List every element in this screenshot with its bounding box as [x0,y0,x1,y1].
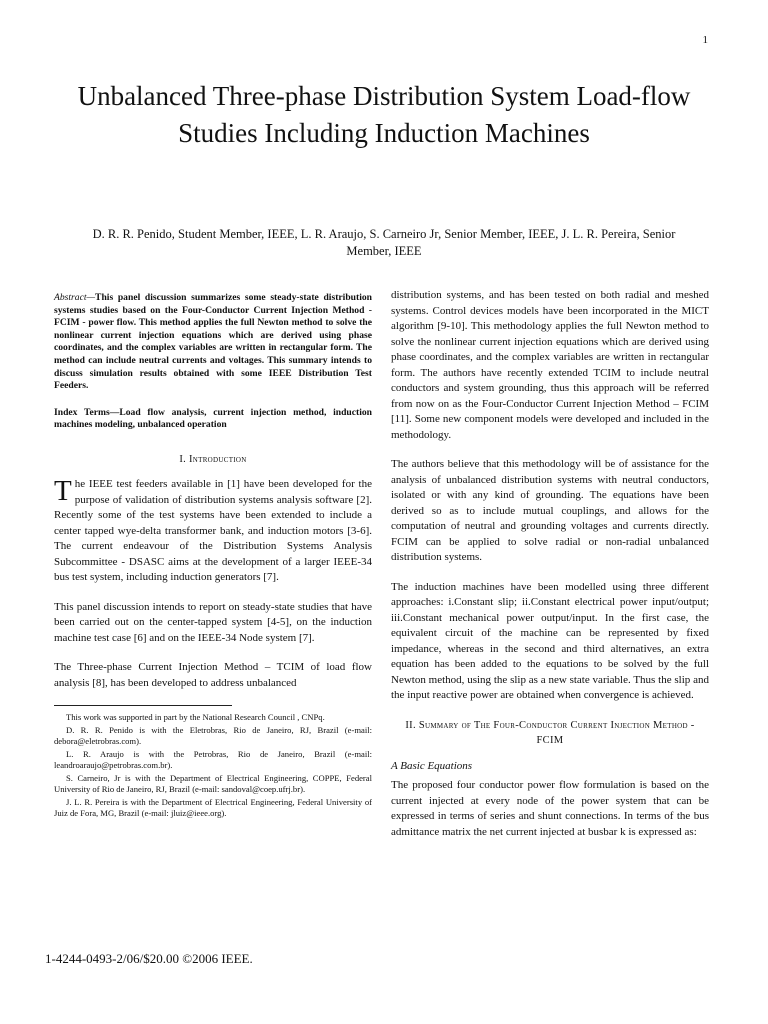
page-number: 1 [702,34,708,46]
subsection-heading-basic-equations: A Basic Equations [391,759,473,772]
right-paragraph-3: The induction machines have been modelled using three different approaches: i.Constant slip; ii.Constant electrical power input/output; iii.Constant mechanical power output/input. In the first case, the equivalent circuit of the machine can be represented by fixed impedance, whereas in the second and third alternatives, an extra equation has been added to the equations to be solved by the full Newton method, using the slip as a new state variable. Thus the slip and the input reactive power are obtained when convergence is achieved. [391,580,709,701]
footnote: S. Carneiro, Jr is with the Department of Electrical Engineering, COPPE, Federal University of Rio de Janeiro, RJ, Brazil (e-mail: sandoval@coep.ufrj.br). [54,773,372,795]
right-paragraph-1: distribution systems, and has been tested on both radial and meshed systems. Control devices models have been incorporated in the MICT algorithm [9-10]. This methodology applies the full Newton method to solve the nonlinear current injection equations which are derived using phase coordinates, and the complex variables are written in rectangular form. The authors have recently extended TCIM to include neutral conductors and system grounding, thus this approach will be referred from now on as the Four-Conductor Current Injection Method – FCIM [11]. Some new component models were developed and included in the methodology. [391,289,709,441]
paper-title: Unbalanced Three-phase Distribution System Load-flow Studies Including Induction Machines [77,81,691,148]
index-terms: Index Terms—Load flow analysis, current injection method, induction machines modeling, unbalanced operation [54,406,372,431]
footnote: D. R. R. Penido is with the Eletrobras, Rio de Janeiro, RJ, Brazil (e-mail: debora@eletrobras.com). [54,725,372,747]
section2-paragraph-1: The proposed four conductor power flow formulation is based on the current injected at every node of the power system that can be expressed in terms of series and shunt connections. In terms of the bus admittance matrix the net current injected at busbar k is expressed as: [391,779,709,838]
intro-paragraph-1-text: he IEEE test feeders available in [1] have been developed for the purpose of validation of distribution systems analysis software [2]. Recently some of the test systems have been extended to include a center tapped wye-delta transformer bank, and induction motors [3-6]. The current endeavour of the Distribution Systems Analysis Subcommittee - DSASC aims at the development of a larger IEEE-34 bus test system, including induction generators [7]. [54,478,372,584]
abstract-label: Abstract— [54,292,96,303]
intro-paragraph-2: This panel discussion intends to report on steady-state studies that have been carried out on the center-tapped system [4-5], on the induction machine test case [6] and on the IEEE-34 Node system [7]. [54,600,372,644]
intro-paragraph-1 [54,477,372,586]
abstract [54,292,372,393]
intro-paragraph-3: The Three-phase Current Injection Method – TCIM of load flow analysis [8], has been developed to address unbalanced [54,661,372,689]
right-paragraph-2: The authors believe that this methodology will be of assistance for the analysis of unbalanced distribution systems with neutral conductors, isolated or with any kind of grounding. The equations have been derived so as to include mutual couplings, and allows for the computation of neutral and grounding voltages and currents directly. FCIM can be applied to solve radial or non-radial unbalanced distribution systems. [391,458,709,563]
abstract-body: This panel discussion summarizes some steady-state distribution systems studies based on the Four-Conductor Current Injection Method - FCIM - power flow. This method applies the full Newton method to solve the nonlinear current injection equations which are derived using phase coordinates, and the complex variables are written in rectangular form. The method can include neutral currents and voltages. This summary intends to discuss simulation results obtained with some IEEE Distribution Test Feeders. [54,292,372,392]
left-column [54,288,372,821]
footnote: L. R. Araujo is with the Petrobras, Rio de Janeiro, Brazil (e-mail: leandroaraujo@petrobras.com.br). [54,749,372,771]
drop-cap: T [54,475,72,508]
right-column [391,288,709,854]
section-heading-fcim: II. Summary of The Four-Conductor Current Injection Method - FCIM [405,719,695,746]
footnote: J. L. R. Pereira is with the Department of Electrical Engineering, Federal University of Juiz de Fora, MG, Brazil (e-mail: jluiz@ieee.org). [54,797,372,819]
footnotes [54,712,372,819]
author-list: D. R. R. Penido, Student Member, IEEE, L. R. Araujo, S. Carneiro Jr, Senior Member, IEEE, J. L. R. Pereira, Senior Member, IEEE [92,227,676,258]
footnote: This work was supported in part by the National Research Council , CNPq. [66,712,325,723]
section-heading-introduction: I. Introduction [179,453,247,465]
copyright-notice: 1-4244-0493-2/06/$20.00 ©2006 IEEE. [45,951,253,966]
footnote-divider [54,705,232,706]
